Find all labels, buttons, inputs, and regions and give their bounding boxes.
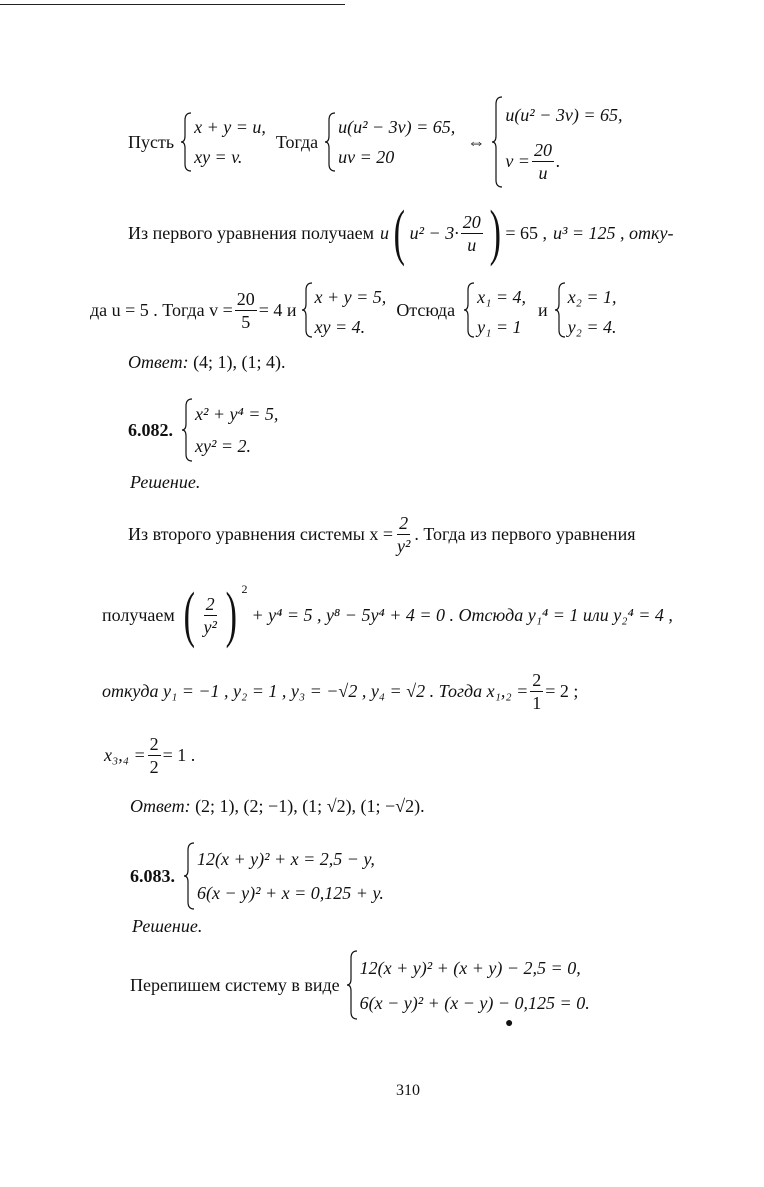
answer-2: Ответ: (2; 1), (2; −1), (1; √2), (1; −√2). xyxy=(130,796,425,816)
line-solution-uv: да u = 5 . Тогда v = $\frac{20}{5}$ = 4 и x + y = 5, xy = 4. Отсюда x₁ = 4, y₁ = 1 и x₂ = 1, y₂ = 4. xyxy=(90,280,617,340)
line-roots-x: x₃,₄ = $\frac{2}{2}$ = 1 . xyxy=(104,733,196,777)
line-substitute-x: получаем ( $\frac{2}{\text{y²}}$ ) $^2$ + y⁴ = 5 , y⁸ − 5y⁴ + 4 = 0 . Отсюда y₁⁴ = 1 или y₂⁴ = 4 , xyxy=(102,581,673,649)
system-xy-sum: x + y = 5, xy = 4. xyxy=(301,282,387,338)
top-rule xyxy=(0,4,345,5)
problem-6-083: 6.083. 12(x + y)² + x = 2,5 − y, 6(x − y)² + x = 0,125 + y. xyxy=(130,842,384,910)
problem-6-082: 6.082. x² + y⁴ = 5, xy² = 2. xyxy=(128,398,278,462)
solution-heading-1: Решение. xyxy=(130,472,201,492)
line-rewrite-system: Перепишем систему в виде 12(x + y)² + (x + y) − 2,5 = 0, 6(x − y)² + (x − y) − 0,125 = 0. xyxy=(130,950,590,1020)
solution-heading-2: Решение. xyxy=(132,916,203,936)
line-substitution xyxy=(128,92,622,192)
system-solution-2: x₂ = 1, y₂ = 4. xyxy=(554,282,617,338)
system-transformed: u(u² − 3v) = 65, uv = 20 xyxy=(324,112,455,172)
system-substitution: x + y = u, xy = v. xyxy=(180,112,266,172)
page-number: 310 xyxy=(396,1082,420,1099)
equivalence-arrow: ⇔ xyxy=(467,131,486,152)
line-roots-y: откуда y₁ = −1 , y₂ = 1 , y₃ = −√2 , y₄ = √2 . Тогда x₁,₂ = $\frac{2}{1}$ = 2 ; xyxy=(102,669,579,713)
ink-spot-icon: ● xyxy=(505,1016,514,1031)
word-togda: Тогда xyxy=(275,131,319,152)
answer-1: Ответ: (4; 1), (1; 4). xyxy=(128,352,286,372)
system-equivalent: u(u² − 3v) = 65, v = $\frac{20}{u}$ . xyxy=(491,96,622,188)
line-first-equation: Из первого уравнения получаем u ( u² − 3· $\frac{20}{u}$ ) = 65 , u³ = 125 , отку- xyxy=(128,199,674,267)
system-solution-1: x₁ = 4, y₁ = 1 xyxy=(463,282,526,338)
word-pust: Пусть xyxy=(128,131,175,152)
line-second-equation: Из второго уравнения системы x = $\frac{2}{\text{y²}}$ . Тогда из первого уравнения xyxy=(128,512,636,556)
